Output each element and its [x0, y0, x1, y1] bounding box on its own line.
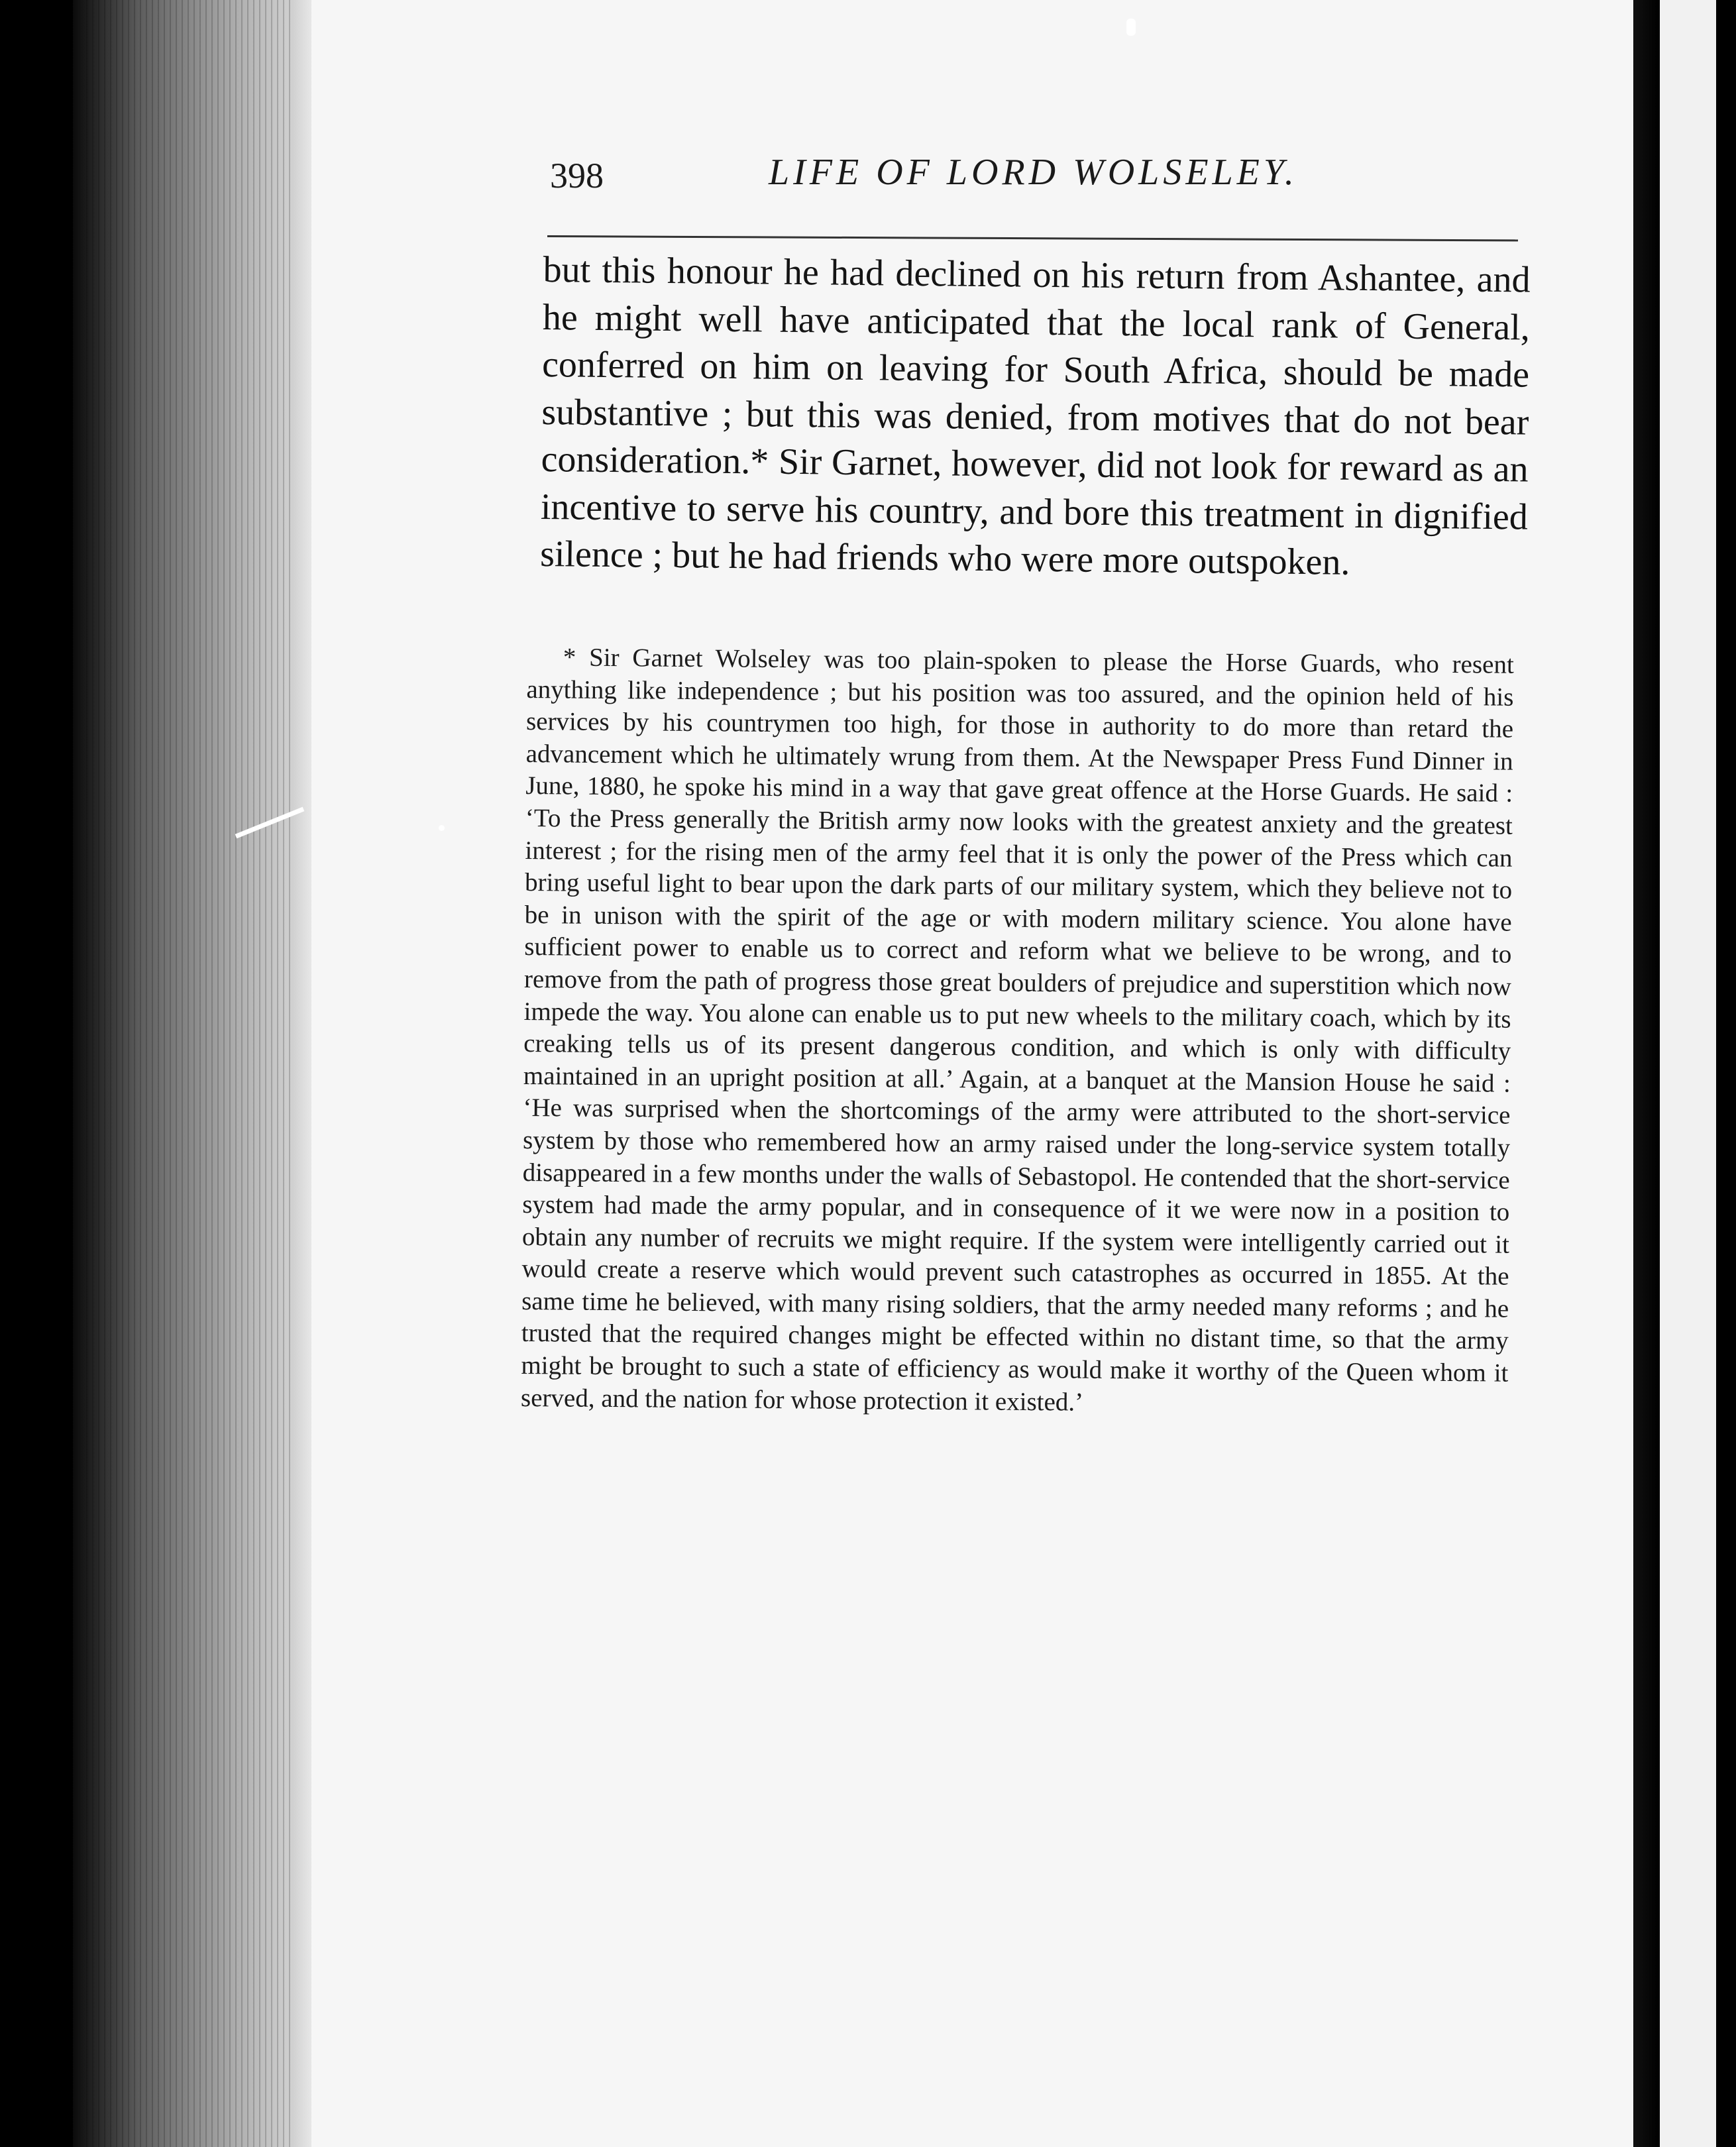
page-number: 398: [550, 156, 604, 195]
facing-page-shadow: [1633, 0, 1660, 2147]
body-paragraph: but this honour he had declined on his return from Ashantee, and he might well have anticipated that the local rank of General, conferred on him on leaving for South Africa, should be made substantive ; but this was denied, from motives that do not bear consideration.* Sir Garnet, however, did not look for reward as an incentive to serve his country, and bore this treatment in dignified silence ; but he had friends who were more outspoken.: [539, 248, 1531, 583]
scan-border-right: [1716, 0, 1736, 2147]
page-edge-striations: [86, 0, 298, 2147]
scan-speck: [439, 825, 445, 831]
footnote: [521, 641, 1514, 1422]
scan-speck: [1126, 19, 1136, 36]
footnote-text: * Sir Garnet Wolseley was too plain-spoken to please the Horse Guards, who resent anything like independence ; but his position was too assured, and the opinion held of his services by his countrymen too high, for those in authority to do more than retard the advancement which he ultimately wrung from them. At the Newspaper Press Fund Dinner in June, 1880, he spoke his mind in a way that gave great offence at the Horse Guards. He said : ‘To the Press generally the British army now looks with the greatest anxiety and the greatest interest ; for the rising men of the army feel that it is only the power of the Press which can bring useful light to bear upon the dark parts of our military system, which they believe not to be in unison with the spirit of the age or with modern military science. You alone have sufficient power to enable us to correct and reform what we believe to be wrong, and to remove from the path of progress those great boulders of prejudice and superstition which now impede the way. You alone can enable us to put new wheels to the military coach, which by its creaking tells us of its present dangerous condition, and which is only with difficulty maintained in an upright position at all.’ Again, at a banquet at the Mansion House he said : ‘He was surprised when the shortcomings of the army were attributed to the short-service system by those who remembered how an army raised under the long-service system totally disappeared in a few months under the walls of Sebastopol. He contended that the short-service system had made the army popular, and in consequence of it we were now in a position to obtain any number of recruits we might require. If the system were intelligently carried out it would create a reserve which would prevent such catastrophes as occurred in 1855. At the same time he believed, with many rising soldiers, that the army needed many reforms ; and he trusted that the required changes might be effected within no distant time, so that the army might be brought to such a state of efficiency as would make it worthy of the Queen whom it served, and the nation for whose protection it existed.’: [520, 643, 1514, 1417]
running-head: [550, 151, 1524, 197]
running-head-title: LIFE OF LORD WOLSELEY.: [769, 152, 1298, 193]
facing-page-sliver: [1660, 0, 1716, 2147]
main-text: [540, 247, 1531, 588]
